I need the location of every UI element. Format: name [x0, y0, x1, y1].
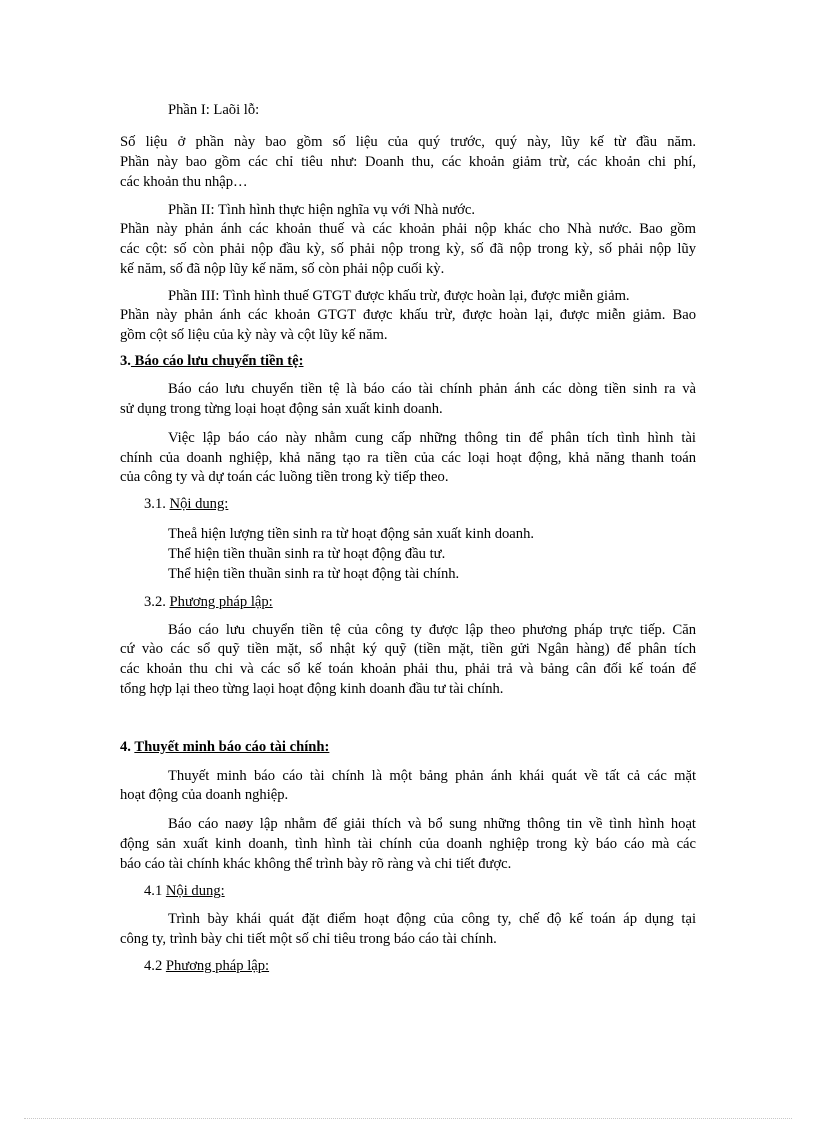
section-4-2-number: 4.2: [144, 958, 166, 974]
section-4-para-1-line-2: hoạt động của doanh nghiệp.: [120, 787, 289, 803]
section-4-heading: [120, 738, 329, 756]
section-4-title: Thuyết minh báo cáo tài chính:: [134, 739, 330, 755]
section-3-2-number: 3.2.: [144, 594, 170, 610]
section-4-1-number: 4.1: [144, 883, 166, 899]
section-3-2-line-2: cứ vào các sổ quỹ tiền mặt, sổ nhật ký quỹ (tiền mặt, tiền gửi Ngân hàng) để phân tích: [120, 641, 696, 657]
part-1-line-2: Phần này bao gồm các chỉ tiêu như: Doanh thu, các khoản giảm trừ, các khoản chi phí,: [120, 154, 696, 170]
section-3-para-1-line-1: Báo cáo lưu chuyển tiền tệ là báo cáo tài chính phản ánh các dòng tiền sinh ra và: [168, 381, 696, 397]
part-2-line-1: Phần này phản ánh các khoản thuế và các khoản phải nộp khác cho Nhà nước. Bao gồm: [120, 221, 696, 237]
section-3-1-item-1: Theå hiện lượng tiền sinh ra từ hoạt động sản xuất kinh doanh.: [168, 526, 535, 542]
part-2-line-3: kế năm, số đã nộp lũy kế năm, số còn phải nộp cuối kỳ.: [120, 261, 445, 277]
section-3-2-line-3: các khoản thu chi và các sổ kế toán khoản phải thu, phải trả và bảng cân đối kế toán để: [120, 661, 696, 677]
part-1-line-1: Số liệu ở phần này bao gồm số liệu của quý trước, quý này, lũy kế từ đầu năm.: [120, 134, 696, 150]
section-4-2-heading: [144, 957, 269, 975]
section-3-heading: [120, 352, 303, 370]
part-2-line-2: các cột: số còn phải nộp đầu kỳ, số phải nộp trong kỳ, số đã nộp trong kỳ, số phải nộp lũy: [120, 241, 696, 257]
part-3-line-2: gồm cột số liệu của kỳ này và cột lũy kế năm.: [120, 327, 388, 343]
section-3-2-heading: [144, 593, 273, 611]
section-3-para-2-line-1: Việc lập báo cáo này nhằm cung cấp những thông tin để phân tích tình hình tài: [168, 430, 696, 446]
part-1-title: Phần I: Laõi lỗ:: [168, 102, 260, 118]
section-4-number: 4.: [120, 739, 135, 755]
section-3-para-2-line-3: của công ty và dự toán các luồng tiền trong kỳ tiếp theo.: [120, 469, 449, 485]
section-4-para-2-line-1: Báo cáo naøy lập nhằm để giải thích và bổ sung những thông tin về tình hình hoạt: [168, 816, 696, 832]
part-3-title: Phần III: Tình hình thuế GTGT được khấu trừ, được hoàn lại, được miễn giảm.: [168, 288, 630, 304]
section-4-1-title: Nội dung:: [165, 883, 225, 899]
section-4-para-2-line-3: báo cáo tài chính khác không thể trình bày rõ ràng và chi tiết được.: [120, 856, 512, 872]
section-4-1-line-2: công ty, trình bày chi tiết một số chỉ tiêu trong báo cáo tài chính.: [120, 931, 497, 947]
section-4-para-1-line-1: Thuyết minh báo cáo tài chính là một bảng phản ánh khái quát về tất cả các mặt: [168, 768, 696, 784]
section-3-title: Báo cáo lưu chuyển tiền tệ:: [130, 353, 304, 369]
section-3-para-1-line-2: sử dụng trong từng loại hoạt động sản xuất kinh doanh.: [120, 401, 443, 417]
section-4-para-2-line-2: động sản xuất kinh doanh, tình hình tài chính của doanh nghiệp trong kỳ báo cáo mà các: [120, 836, 696, 852]
part-1-line-3: các khoản thu nhập…: [120, 174, 248, 190]
section-3-1-item-3: Thể hiện tiền thuần sinh ra từ hoạt động tài chính.: [168, 566, 460, 582]
section-4-1-line-1: Trình bày khái quát đặt điểm hoạt động của công ty, chế độ kế toán áp dụng tại: [168, 911, 696, 927]
section-3-number: 3.: [120, 353, 131, 369]
section-4-2-title: Phương pháp lập:: [165, 958, 270, 974]
section-3-2-title: Phương pháp lập:: [169, 594, 273, 610]
section-3-para-2-line-2: chính của doanh nghiệp, khả năng tạo ra tiền của các loại hoạt động, khả năng thanh toán: [120, 450, 696, 466]
section-3-2-line-1: Báo cáo lưu chuyển tiền tệ của công ty được lập theo phương pháp trực tiếp. Căn: [168, 622, 696, 638]
section-4-1-heading: [144, 882, 225, 900]
section-3-1-heading: [144, 495, 228, 513]
section-3-1-item-2: Thể hiện tiền thuần sinh ra từ hoạt động đầu tư.: [168, 546, 446, 562]
part-2-title: Phần II: Tình hình thực hiện nghĩa vụ với Nhà nước.: [168, 202, 476, 218]
section-3-2-line-4: tổng hợp lại theo từng laọi hoạt động kinh doanh đầu tư tài chính.: [120, 681, 504, 697]
part-3-line-1: Phần này phản ánh các khoản GTGT được khấu trừ, được hoàn lại, được miễn giảm. Bao: [120, 307, 696, 323]
section-3-1-title: Nội dung:: [169, 496, 229, 512]
section-3-1-number: 3.1.: [144, 496, 170, 512]
page-bottom-rule: [24, 1118, 792, 1119]
